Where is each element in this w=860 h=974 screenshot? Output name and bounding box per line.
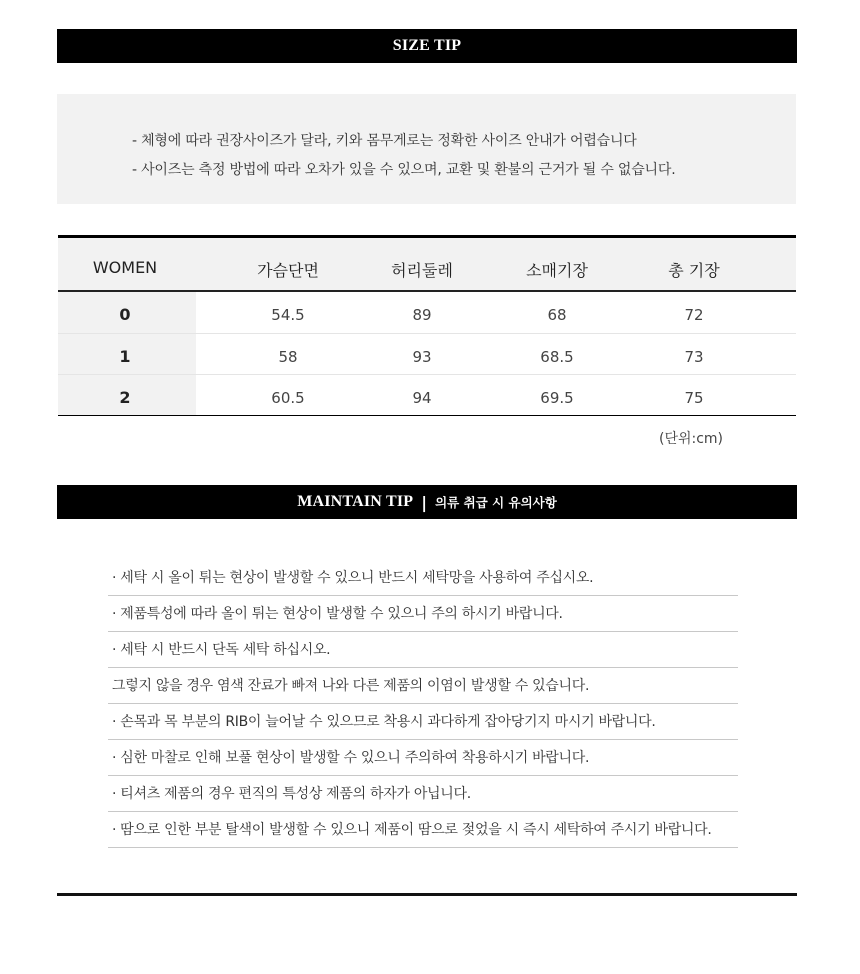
list-item: 그렇지 않을 경우 염색 잔료가 빠져 나와 다른 제품의 이염이 발생할 수 있습니다. — [108, 668, 738, 704]
size-table-header — [58, 238, 796, 292]
column-header-length: 총 기장 — [668, 261, 720, 280]
chest-value: 60.5 — [271, 389, 305, 407]
list-item: · 세탁 시 반드시 단독 세탁 하십시오. — [108, 632, 738, 668]
list-item: · 티셔츠 제품의 경우 편직의 특성상 제품의 하자가 아닙니다. — [108, 776, 738, 812]
size-label: 2 — [119, 388, 131, 407]
size-tip-title: SIZE TIP — [392, 37, 462, 54]
column-header-sleeve: 소매기장 — [526, 261, 588, 280]
chest-value: 54.5 — [271, 306, 305, 324]
size-tip-header — [57, 29, 797, 63]
sleeve-value: 68.5 — [540, 348, 574, 366]
list-item: · 세탁 시 올이 튀는 현상이 발생할 수 있으니 반드시 세탁망을 사용하여 주십시오. — [108, 560, 738, 596]
table-row — [58, 333, 796, 374]
column-header-waist: 허리둘레 — [391, 261, 453, 280]
waist-value: 94 — [412, 389, 432, 407]
length-value: 72 — [684, 306, 704, 324]
size-note: - 체형에 따라 권장사이즈가 달라, 키와 몸무게로는 정확한 사이즈 안내가 어렵습니다 — [132, 133, 637, 149]
length-value: 73 — [684, 348, 704, 366]
maintain-tip-subtitle: 의류 취급 시 유의사항 — [435, 495, 557, 510]
size-note: - 사이즈는 측정 방법에 따라 오차가 있을 수 있으며, 교환 및 환불의 근거가 될 수 없습니다. — [132, 162, 676, 178]
sleeve-value: 69.5 — [540, 389, 574, 407]
chest-value: 58 — [278, 348, 298, 366]
list-item: · 제품특성에 따라 올이 튀는 현상이 발생할 수 있으니 주의 하시기 바랍니다. — [108, 596, 738, 632]
table-row — [58, 292, 796, 333]
size-label: 1 — [119, 347, 131, 366]
column-header-women: WOMEN — [92, 258, 158, 277]
waist-value: 89 — [412, 306, 432, 324]
table-row — [58, 374, 796, 415]
list-item: · 땀으로 인한 부분 탈색이 발생할 수 있으니 제품이 땀으로 젖었을 시 즉시 세탁하여 주시기 바랍니다. — [108, 812, 738, 848]
header-separator: | — [421, 492, 428, 512]
sleeve-value: 68 — [547, 306, 567, 324]
bottom-divider — [57, 893, 797, 896]
care-instructions-list — [108, 560, 738, 848]
maintain-tip-title: MAINTAIN TIP — [297, 493, 414, 510]
size-table — [58, 235, 796, 416]
column-header-chest: 가슴단면 — [257, 261, 319, 280]
maintain-tip-header — [57, 485, 797, 519]
length-value: 75 — [684, 389, 704, 407]
size-notes-box — [57, 94, 796, 204]
list-item: · 심한 마찰로 인해 보풀 현상이 발생할 수 있으니 주의하여 착용하시기 바랍니다. — [108, 740, 738, 776]
waist-value: 93 — [412, 348, 432, 366]
unit-label: (단위:cm) — [659, 431, 724, 447]
list-item: · 손목과 목 부분의 RIB이 늘어날 수 있으므로 착용시 과다하게 잡아당기지 마시기 바랍니다. — [108, 704, 738, 740]
size-label: 0 — [119, 305, 131, 324]
